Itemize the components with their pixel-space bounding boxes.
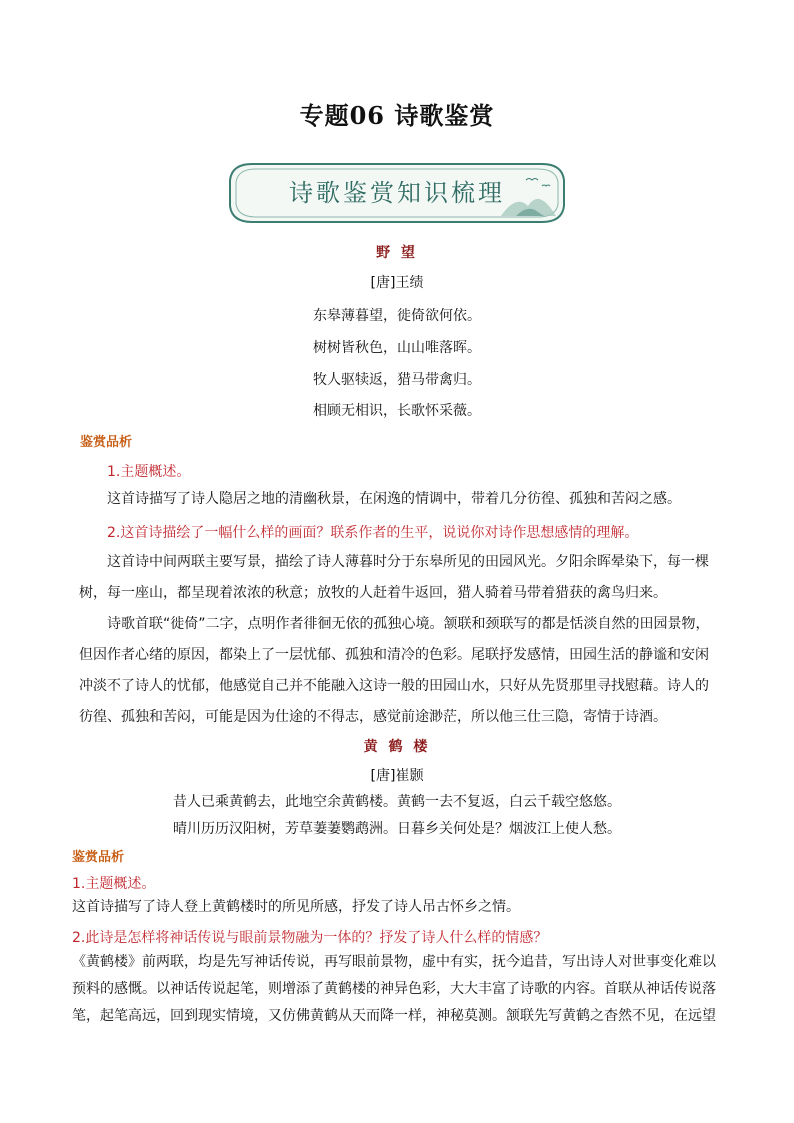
analysis2-heading: 鉴赏品析 (72, 850, 125, 865)
analysis1-paragraph: 诗歌首联“徙倚”二字，点明作者徘徊无依的孤独心境。颔联和颈联写的都是恬淡自然的田园景物，但因作者心绪的原因，都染上了一层忧郁、孤独和清冷的色彩。尾联抒发感情，田园生活的静谧和安闲冲淡不了诗人的忧郁，他感觉自己并不能融入这诗一般的田园山水，只好从先贤那里寻找慰藉。诗人的彷徨、孤独和苦闷，可能是因为仕途的不得志，感觉前途渺茫，所以他三仕三隐，寄情于诗酒。 (79, 616, 710, 725)
banner-title: 诗歌鉴赏知识梳理 (289, 179, 505, 207)
analysis1-heading: 鉴赏品析 (80, 435, 133, 450)
analysis1-q1: 1.主题概述。 (107, 464, 191, 480)
page-title: 专题06 诗歌鉴赏 (299, 101, 495, 130)
poem1-author: [唐]王绩 (370, 275, 424, 291)
analysis2-q2: 2.此诗是怎样将神话传说与眼前景物融为一体的？抒发了诗人什么样的情感？ (72, 930, 548, 946)
poem2-author: [唐]崔颢 (370, 768, 424, 784)
poem2-title: 黄 鹤 楼 (363, 739, 431, 755)
analysis2-q1: 1.主题概述。 (72, 876, 156, 892)
analysis2-a1: 这首诗描写了诗人登上黄鹤楼时的所见所感，抒发了诗人吊古怀乡之情。 (72, 899, 520, 915)
poem2-line: 晴川历历汉阳树，芳草萋萋鹦鹉洲。日暮乡关何处是？烟波江上使人愁。 (173, 821, 621, 837)
poem1-line: 东皋薄暮望，徙倚欲何依。 (313, 308, 481, 324)
analysis1-q2: 2.这首诗描绘了一幅什么样的画面？联系作者的生平，说说你对诗作思想感情的理解。 (107, 525, 639, 541)
analysis2-paragraph: 《黄鹤楼》前两联，均是先写神话传说，再写眼前景物，虚中有实，抚今追昔，写出诗人对世事变化难以预料的感慨。以神话传说起笔，则增添了黄鹤楼的神异色彩，大大丰富了诗歌的内容。首联从神话传说落笔，起笔高远，回到现实情境，又仿佛黄鹤从天而降一样，神秘莫测。颔联先写黄鹤之杳然不见，在远望 (72, 954, 716, 1024)
poem1-line: 牧人驱犊返，猎马带禽归。 (313, 372, 481, 388)
poem1-title: 野 望 (376, 245, 418, 261)
poem2-line: 昔人已乘黄鹤去，此地空余黄鹤楼。黄鹤一去不复返，白云千载空悠悠。 (173, 794, 621, 810)
analysis1-paragraph: 这首诗中间两联主要写景，描绘了诗人薄暮时分于东皋所见的田园风光。夕阳余晖晕染下，每一棵树，每一座山，都呈现着浓浓的秋意；放牧的人赶着牛返回，猎人骑着马带着猎获的禽鸟归来。 (79, 554, 709, 601)
poem1-line: 相顾无相识，长歌怀采薇。 (313, 403, 481, 419)
analysis1-a1: 这首诗描写了诗人隐居之地的清幽秋景，在闲逸的情调中，带着几分彷徨、孤独和苦闷之感。 (107, 491, 681, 507)
poem1-line: 树树皆秋色，山山唯落晖。 (313, 340, 481, 356)
